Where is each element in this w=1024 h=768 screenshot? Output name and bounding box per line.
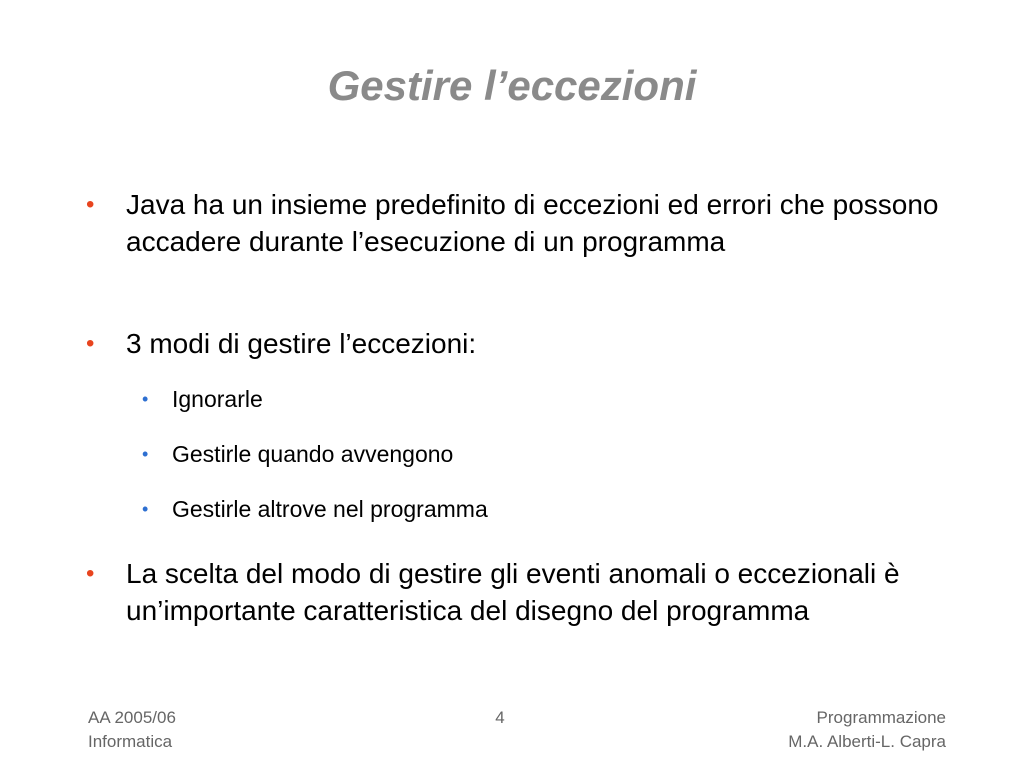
bullet-icon: • — [86, 330, 95, 357]
sub-bullet-item-1 — [142, 385, 942, 413]
bullet-item-1 — [86, 186, 946, 260]
bullet-text: Java ha un insieme predefinito di eccezioni ed errori che possono accadere durante l’esecuzione di un programma — [126, 189, 939, 257]
page-number: 4 — [495, 708, 505, 727]
sub-bullet-text: Gestirle altrove nel programma — [172, 496, 488, 522]
footer-subject: Programmazione — [816, 708, 946, 727]
bullet-text: La scelta del modo di gestire gli eventi anomali o eccezionali è un’importante caratteristica del disegno del programma — [126, 558, 900, 626]
bullet-icon: • — [86, 560, 95, 587]
footer-course: Informatica — [88, 732, 173, 751]
slide-title: Gestire l’eccezioni — [327, 62, 697, 109]
sub-bullet-icon: • — [142, 499, 149, 519]
bullet-icon: • — [86, 191, 95, 218]
sub-bullet-icon: • — [142, 444, 149, 464]
sub-bullet-item-3 — [142, 495, 942, 523]
bullet-item-3 — [86, 555, 946, 629]
bullet-item-2 — [86, 325, 946, 362]
sub-bullet-text: Gestirle quando avvengono — [172, 441, 454, 467]
sub-bullet-icon: • — [142, 389, 149, 409]
bullet-text: 3 modi di gestire l’eccezioni: — [126, 328, 477, 359]
sub-bullet-item-2 — [142, 440, 942, 468]
footer-academic-year: AA 2005/06 — [88, 708, 176, 727]
footer-right — [788, 706, 946, 754]
sub-bullet-text: Ignorarle — [172, 386, 263, 412]
footer-left — [88, 706, 176, 754]
footer-authors: M.A. Alberti-L. Capra — [788, 732, 946, 751]
